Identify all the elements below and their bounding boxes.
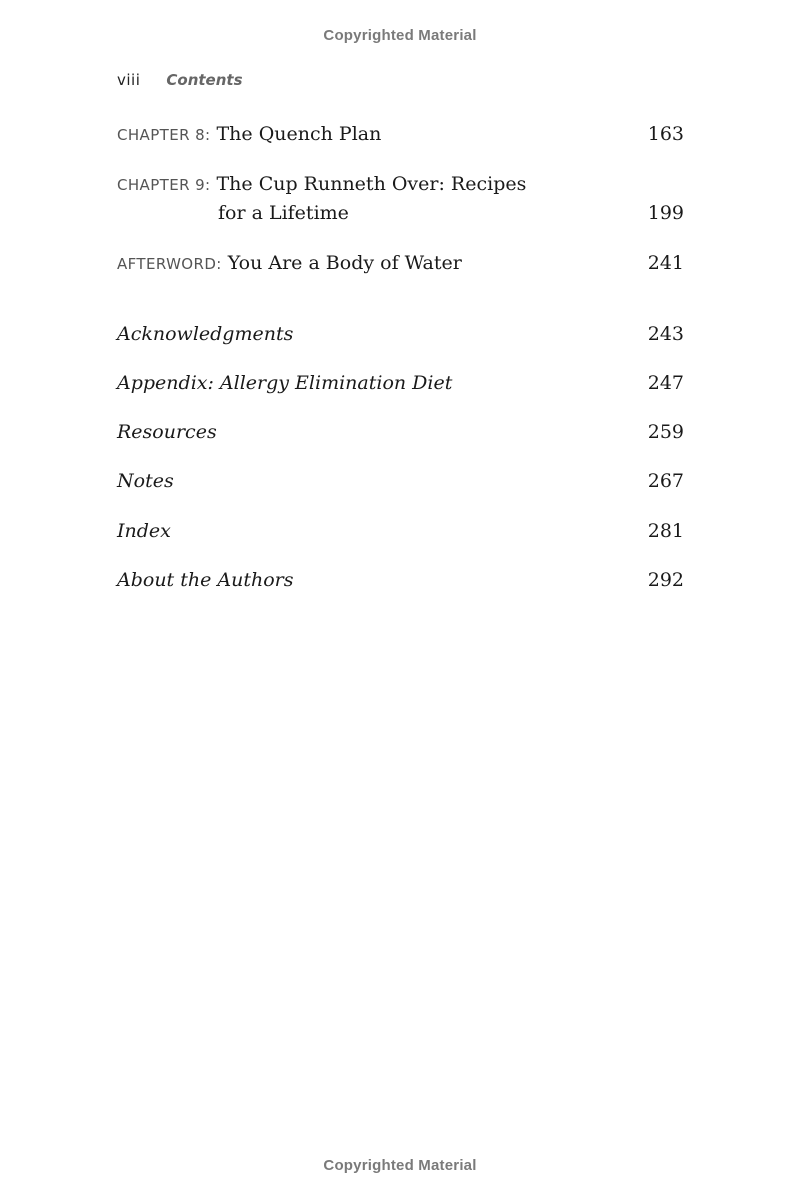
toc-entry-page: 247	[647, 372, 684, 394]
toc-entry-page: 267	[647, 470, 684, 492]
toc-entry-page: 163	[647, 123, 684, 145]
toc-entry-page: 281	[647, 520, 684, 542]
toc-entry-about-the-authors	[117, 569, 684, 591]
toc-entry-title: You Are a Body of Water	[227, 252, 462, 274]
toc-entry-title: Notes	[117, 470, 174, 492]
toc-entry-title: Appendix: Allergy Elimination Diet	[117, 372, 453, 394]
toc-entry-page: 292	[647, 569, 684, 591]
copyright-watermark-bottom: Copyrighted Material	[323, 1157, 477, 1174]
toc-entry-chapter-8	[117, 123, 684, 145]
toc-entry-title: The Quench Plan	[216, 123, 382, 145]
toc-entry-chapter-9	[117, 173, 684, 224]
running-head	[117, 71, 243, 89]
toc-entry-label: CHAPTER 8:	[117, 126, 211, 144]
toc-entry-appendix	[117, 372, 684, 394]
toc-entry-page: 199	[647, 202, 684, 224]
toc-entry-title: Acknowledgments	[117, 323, 294, 345]
copyright-watermark-top: Copyrighted Material	[323, 27, 477, 44]
toc-entry-acknowledgments	[117, 323, 684, 345]
toc-entry-afterword	[117, 252, 684, 274]
toc-entry-title: Resources	[117, 421, 217, 443]
toc-entry-page: 259	[647, 421, 684, 443]
toc-entry-label: CHAPTER 9:	[117, 176, 211, 194]
toc-entry-page: 243	[647, 323, 684, 345]
toc-entry-label: AFTERWORD:	[117, 255, 222, 273]
page-folio: viii	[117, 71, 141, 89]
toc-entry-title-continued: for a Lifetime	[218, 202, 349, 224]
toc-entry-title: Index	[117, 520, 171, 542]
section-title: Contents	[166, 71, 243, 89]
toc-entry-title: The Cup Runneth Over: Recipes	[216, 173, 527, 195]
toc-entry-resources	[117, 421, 684, 443]
toc-entry-notes	[117, 470, 684, 492]
toc-entry-title: About the Authors	[117, 569, 294, 591]
toc-entry-index	[117, 520, 684, 542]
toc-entry-page: 241	[647, 252, 684, 274]
